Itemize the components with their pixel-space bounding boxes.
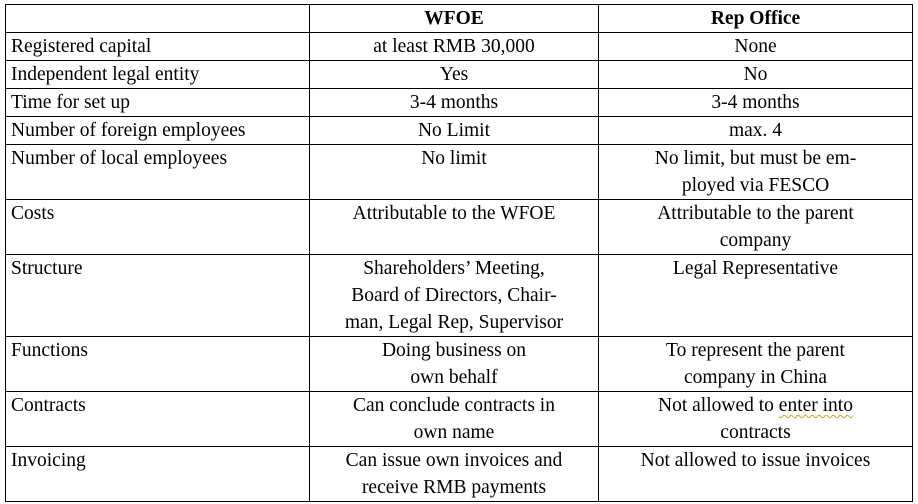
cell-line: To represent the parent bbox=[666, 340, 845, 361]
rep-office-cell bbox=[599, 447, 913, 502]
cell-line: 3-4 months bbox=[409, 92, 499, 113]
table-row-local-employees bbox=[6, 145, 913, 200]
header-rep-office: Rep Office bbox=[599, 5, 913, 33]
cell-line: contracts bbox=[720, 422, 791, 443]
table-row-foreign-employees bbox=[6, 117, 913, 145]
table-row-functions bbox=[6, 337, 913, 392]
cell-line: Yes bbox=[439, 64, 469, 85]
wfoe-cell bbox=[310, 61, 599, 89]
cell-line: No limit bbox=[421, 148, 487, 169]
rep-office-cell bbox=[599, 255, 913, 337]
rep-office-cell bbox=[599, 89, 913, 117]
cell-line: None bbox=[734, 36, 777, 57]
cell-line: Doing business on bbox=[381, 340, 527, 361]
table-row-independent-legal-entity bbox=[6, 61, 913, 89]
cell-line: max. 4 bbox=[728, 120, 783, 141]
rep-office-cell bbox=[599, 337, 913, 392]
cell-line: company in China bbox=[684, 367, 827, 388]
cell-line bbox=[604, 392, 907, 419]
row-label: Functions bbox=[6, 337, 310, 392]
cell-line: No bbox=[743, 64, 768, 85]
spellcheck-underlined-text: enter into bbox=[778, 395, 853, 416]
table-row-structure bbox=[6, 255, 913, 337]
rep-office-cell bbox=[599, 61, 913, 89]
rep-office-cell bbox=[599, 392, 913, 447]
cell-line: ployed via FESCO bbox=[681, 175, 830, 196]
rep-office-cell bbox=[599, 145, 913, 200]
row-label: Registered capital bbox=[6, 33, 310, 61]
cell-line: 3-4 months bbox=[711, 92, 800, 113]
comparison-table bbox=[5, 4, 913, 502]
rep-office-cell bbox=[599, 117, 913, 145]
cell-line: at least RMB 30,000 bbox=[373, 36, 535, 57]
wfoe-cell bbox=[310, 200, 599, 255]
table-row-contracts bbox=[6, 392, 913, 447]
header-corner-cell bbox=[6, 5, 310, 33]
wfoe-cell bbox=[310, 337, 599, 392]
wfoe-cell bbox=[310, 447, 599, 502]
row-label: Structure bbox=[6, 255, 310, 337]
cell-line: own behalf bbox=[410, 367, 498, 388]
cell-line: company bbox=[719, 230, 792, 251]
row-label: Invoicing bbox=[6, 447, 310, 502]
cell-line: Can issue own invoices and bbox=[345, 450, 563, 471]
cell-line: man, Legal Rep, Supervisor bbox=[344, 312, 564, 333]
cell-line: Board of Directors, Chair- bbox=[351, 285, 557, 306]
cell-line: own name bbox=[413, 422, 495, 443]
cell-line: Attributable to the parent bbox=[657, 203, 854, 224]
cell-line: No Limit bbox=[417, 120, 491, 141]
table-row-costs bbox=[6, 200, 913, 255]
table-row-registered-capital bbox=[6, 33, 913, 61]
rep-office-cell bbox=[599, 33, 913, 61]
header-row bbox=[6, 5, 913, 33]
table-row-invoicing bbox=[6, 447, 913, 502]
wfoe-cell bbox=[310, 392, 599, 447]
wfoe-cell bbox=[310, 89, 599, 117]
row-label: Number of foreign employees bbox=[6, 117, 310, 145]
row-label: Costs bbox=[6, 200, 310, 255]
cell-line: Attributable to the WFOE bbox=[352, 203, 556, 224]
table-row-time-for-set-up bbox=[6, 89, 913, 117]
cell-line: Not allowed to issue invoices bbox=[640, 450, 871, 471]
cell-line: Can conclude contracts in bbox=[353, 395, 555, 416]
wfoe-cell bbox=[310, 117, 599, 145]
wfoe-cell bbox=[310, 255, 599, 337]
header-wfoe: WFOE bbox=[310, 5, 599, 33]
cell-line: Legal Representative bbox=[672, 258, 839, 279]
cell-text: Not allowed to bbox=[658, 395, 779, 416]
cell-line: Shareholders’ Meeting, bbox=[363, 258, 545, 279]
row-label: Time for set up bbox=[6, 89, 310, 117]
row-label: Independent legal entity bbox=[6, 61, 310, 89]
cell-line: No limit, but must be em- bbox=[654, 148, 857, 169]
row-label: Number of local employees bbox=[6, 145, 310, 200]
rep-office-cell bbox=[599, 200, 913, 255]
row-label: Contracts bbox=[6, 392, 310, 447]
wfoe-cell bbox=[310, 33, 599, 61]
wfoe-cell bbox=[310, 145, 599, 200]
cell-line: receive RMB payments bbox=[361, 477, 547, 498]
